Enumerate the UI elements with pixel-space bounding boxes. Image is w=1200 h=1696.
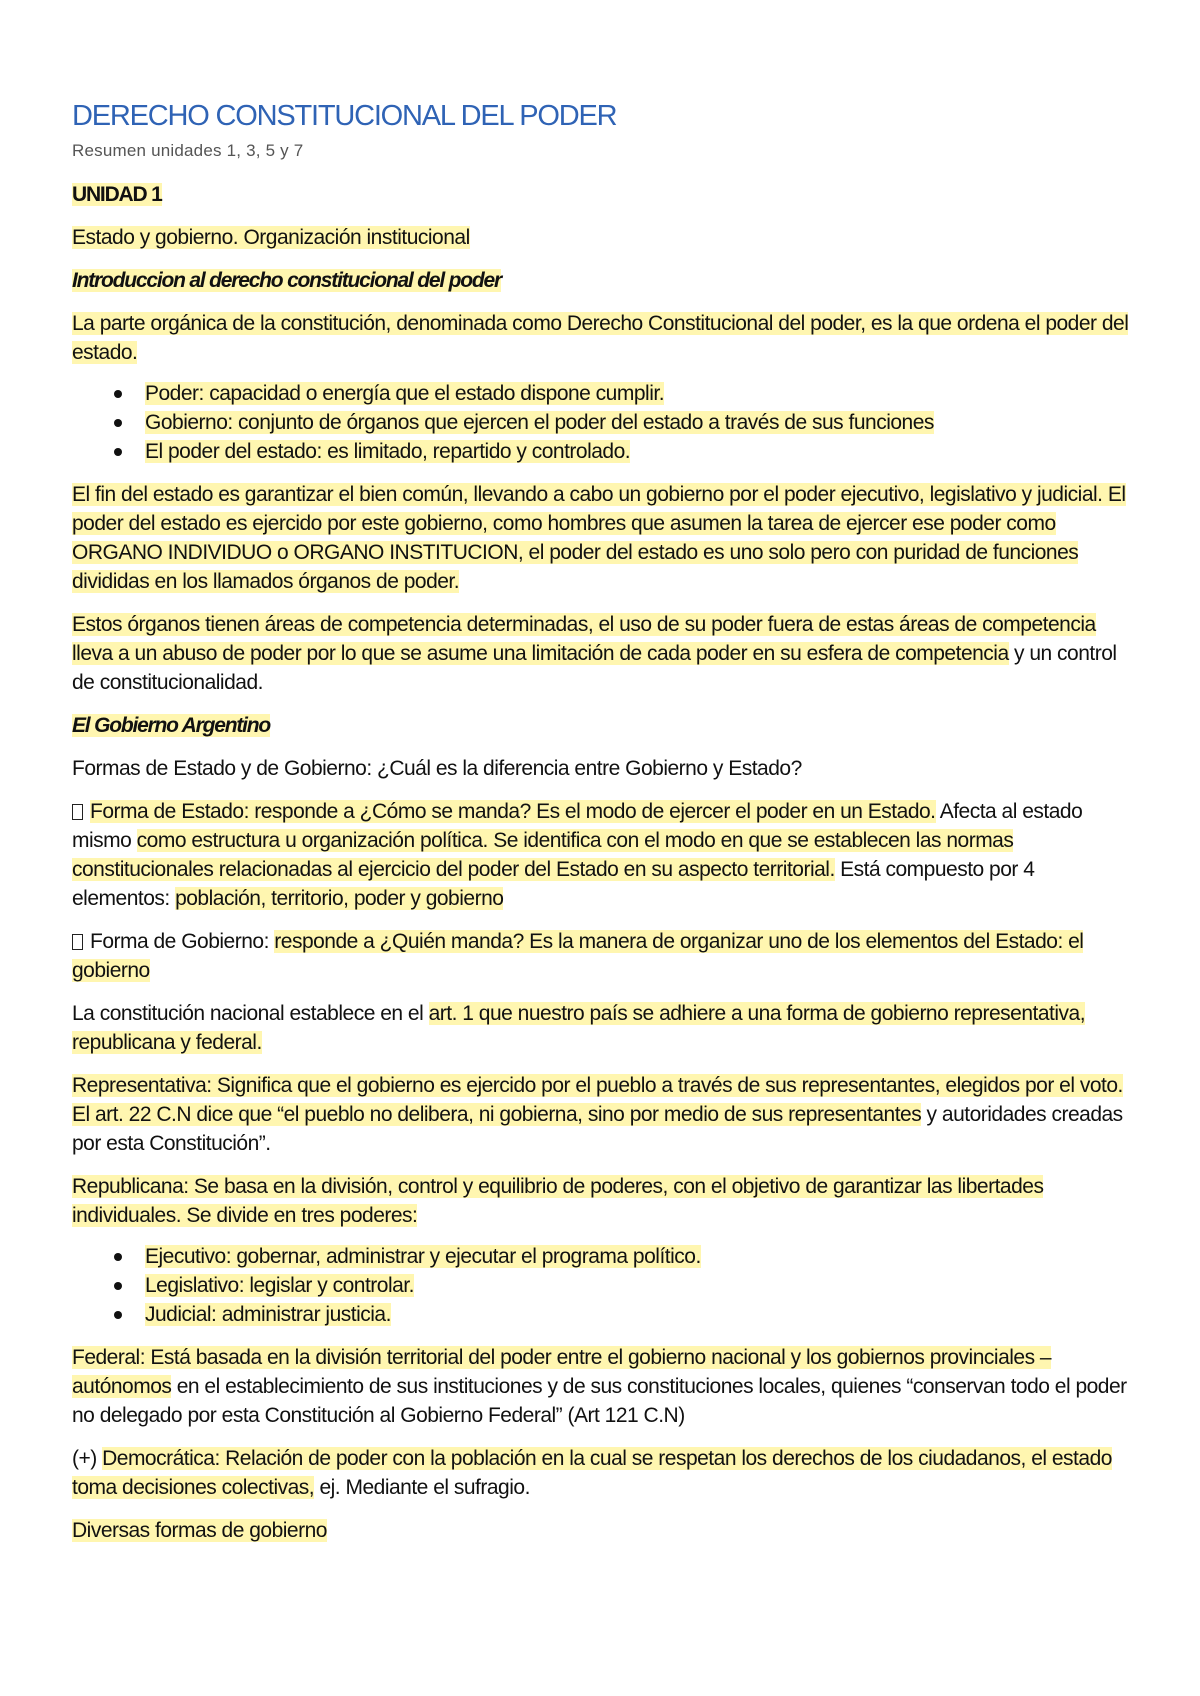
text-run: Federal: Está basada en la división territorial del poder entre el gobierno nacional y los gobiernos provinciales – autónomos bbox=[72, 1346, 1052, 1398]
text-run: hombres que asumen la tarea de ejercer ese poder como ORGANO INDIVIDUO o ORGANO INSTITUCION, el poder del estado es uno solo pero con puridad de funciones divididas en los llamados órganos de poder. bbox=[72, 512, 1079, 593]
list-item-text: Gobierno: conjunto de órganos que ejercen el poder del estado a través de sus funciones bbox=[145, 411, 934, 434]
gobierno-argentino-heading-text: El Gobierno Argentino bbox=[72, 714, 271, 737]
paragraph-democratica bbox=[72, 1444, 1132, 1502]
document-page bbox=[72, 98, 1132, 1545]
text-run: Estos órganos tienen áreas de competencia determinadas, el uso de su poder fuera de estas áreas de competencia lleva a un abuso de poder por lo que se asume una limitación de cada poder en su esfera de competencia bbox=[72, 613, 1096, 665]
text-run: Republicana: Se basa en la división, control y equilibrio de poderes, con el objetivo de garantizar las libertades individuales. Se divide en tres poderes: bbox=[72, 1175, 1044, 1227]
intro-paragraph-text: La parte orgánica de la constitución, denominada como Derecho Constitucional del poder, es la que ordena el poder del estado. bbox=[72, 312, 1129, 364]
text-run: responde a ¿Quién manda? Es la manera de organizar uno de los elementos del Estado: el gobierno bbox=[72, 930, 1084, 982]
text-run: Forma de Gobierno: bbox=[90, 930, 275, 953]
text-run: en el establecimiento de sus instituciones y de sus constituciones locales, quienes “conservan todo el poder no delegado por esta Constitución al Gobierno Federal” (Art 121 C.N) bbox=[72, 1375, 1127, 1427]
intro-heading bbox=[72, 266, 1132, 295]
list-item bbox=[72, 379, 1132, 408]
diversas-formas-heading bbox=[72, 1516, 1132, 1545]
list-item-text: Poder: capacidad o energía que el estado dispone cumplir. bbox=[145, 382, 665, 405]
text-run: (+) bbox=[72, 1447, 103, 1470]
document-title: DERECHO CONSTITUCIONAL DEL PODER bbox=[72, 100, 617, 132]
formas-question: Formas de Estado y de Gobierno: ¿Cuál es la diferencia entre Gobierno y Estado? bbox=[72, 757, 802, 780]
paragraph-republicana bbox=[72, 1172, 1132, 1230]
text-run: ej. Mediante el sufragio. bbox=[314, 1476, 530, 1499]
paragraph-art-1 bbox=[72, 999, 1132, 1057]
paragraph-representativa bbox=[72, 1071, 1132, 1158]
paragraph-areas-competencia bbox=[72, 610, 1132, 697]
list-item bbox=[72, 437, 1132, 466]
text-run: La constitución nacional establece en el bbox=[72, 1002, 429, 1025]
paragraph-forma-de-estado bbox=[72, 797, 1132, 913]
text-run: Representativa: Significa que el gobierno es ejercido por el pueblo a través de sus representantes, elegidos por el voto. El art. 22 C.N dice que “el pueblo no delibera, ni gobierna, sino por medio de sus representantes bbox=[72, 1074, 1123, 1126]
text-run: como estructura u organización política. Se identifica con el modo en que se establecen las normas constitucionales relacionadas al ejercicio del poder del Estado en su aspecto territorial. bbox=[72, 829, 1014, 881]
missing-glyph-icon bbox=[72, 804, 83, 820]
list-item bbox=[72, 408, 1132, 437]
text-run: art. 1 que nuestro país se adhiere a una forma de gobierno representativa, republicana y federal. bbox=[72, 1002, 1086, 1054]
text-run: Está compuesto por 4 elementos: bbox=[72, 858, 1035, 910]
list-item bbox=[72, 1300, 1132, 1329]
text-run: El fin del estado es garantizar el bien común, llevando a cabo un gobierno por el poder ejecutivo, legislativo y judicial. El poder del estado es ejercido por este gobierno, como bbox=[72, 483, 1126, 535]
text-run: Forma de Estado: responde a ¿Cómo se manda? Es el modo de ejercer el poder en un Estado. bbox=[90, 800, 936, 823]
gobierno-argentino-heading bbox=[72, 711, 1132, 740]
text-run: Diversas formas de gobierno bbox=[72, 1519, 327, 1542]
list-item-text: Judicial: administrar justicia. bbox=[145, 1303, 391, 1326]
poderes-bullet-list bbox=[72, 1242, 1132, 1329]
section-title bbox=[72, 223, 1132, 252]
unit-heading bbox=[72, 180, 1132, 209]
document-subtitle: Resumen unidades 1, 3, 5 y 7 bbox=[72, 141, 304, 160]
missing-glyph-icon bbox=[72, 934, 83, 950]
unit-heading-text: UNIDAD 1 bbox=[72, 183, 162, 206]
list-item-text: Legislativo: legislar y controlar. bbox=[145, 1274, 414, 1297]
intro-bullet-list bbox=[72, 379, 1132, 466]
section-title-text: Estado y gobierno. Organización institucional bbox=[72, 226, 470, 249]
text-run: y autoridades creadas por esta Constitución”. bbox=[72, 1103, 1123, 1155]
text-run: Afecta al estado mismo bbox=[72, 800, 1083, 852]
text-run: y un control de constitucionalidad. bbox=[72, 642, 1117, 694]
list-item bbox=[72, 1271, 1132, 1300]
intro-heading-text: Introduccion al derecho constitucional del poder bbox=[72, 269, 501, 292]
list-item-text: Ejecutivo: gobernar, administrar y ejecutar el programa político. bbox=[145, 1245, 701, 1268]
intro-paragraph bbox=[72, 309, 1132, 367]
text-run: Democrática: Relación de poder con la población en la cual se respetan los derechos de los ciudadanos, el estado toma decisiones colectivas, bbox=[72, 1447, 1112, 1499]
paragraph-fin-del-estado bbox=[72, 480, 1132, 596]
paragraph-federal bbox=[72, 1343, 1132, 1430]
list-item-text: El poder del estado: es limitado, repartido y controlado. bbox=[145, 440, 631, 463]
text-run: población, territorio, poder y gobierno bbox=[175, 887, 504, 910]
paragraph-forma-de-gobierno bbox=[72, 927, 1132, 985]
list-item bbox=[72, 1242, 1132, 1271]
